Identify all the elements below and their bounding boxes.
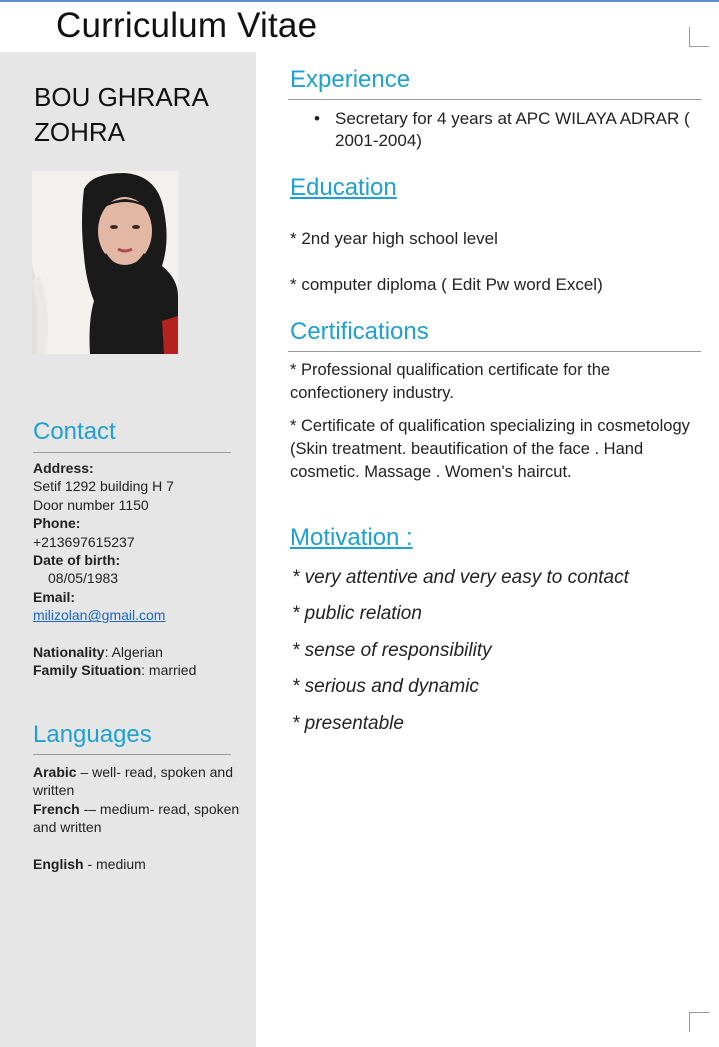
phone-value: +213697615237 — [33, 533, 135, 550]
education-item: * 2nd year high school level — [290, 229, 498, 248]
language-item-english — [33, 855, 248, 873]
language-name: English — [33, 855, 84, 872]
top-border-line — [0, 0, 719, 2]
family-value: : married — [141, 662, 197, 679]
address-line-1: Setif 1292 building H 7 — [33, 478, 174, 495]
certification-item: * Professional qualification certificate for the confectionery industry. — [290, 361, 611, 402]
phone-label: Phone: — [33, 515, 81, 532]
language-name: Arabic — [33, 764, 77, 780]
address-label: Address: — [33, 460, 94, 476]
contact-spacer — [33, 625, 248, 643]
candidate-name — [34, 80, 209, 150]
certifications-heading: Certifications — [290, 318, 429, 345]
dob-label: Date of birth: — [33, 552, 121, 569]
language-detail: – well- read, spoken and written — [33, 764, 234, 799]
profile-photo-image — [32, 171, 178, 354]
nationality-label: Nationality — [33, 643, 105, 660]
experience-divider — [288, 99, 701, 100]
email-label: Email: — [33, 588, 76, 605]
motivation-item: * presentable — [292, 713, 404, 734]
languages-heading: Languages — [33, 721, 152, 748]
contact-divider — [33, 452, 231, 453]
document-title: Curriculum Vitae — [56, 6, 318, 45]
experience-heading: Experience — [290, 66, 411, 93]
family-row — [33, 661, 248, 679]
experience-item — [314, 108, 704, 152]
language-item-arabic — [33, 763, 248, 800]
contact-heading: Contact — [33, 418, 116, 445]
contact-details — [33, 459, 248, 679]
education-item: * computer diploma ( Edit Pw word Excel) — [290, 275, 603, 294]
page-corner-mark-top — [689, 27, 709, 47]
bullet-icon: • — [314, 109, 320, 128]
email-link[interactable]: milizolan@gmail.com — [33, 607, 166, 624]
motivation-item: * very attentive and very easy to contact — [292, 567, 629, 588]
languages-spacer — [33, 837, 248, 855]
name-line-1: BOU GHRARA — [34, 82, 209, 112]
language-item-french — [33, 800, 248, 837]
dob-value: 08/05/1983 — [48, 570, 119, 587]
motivation-item: * public relation — [292, 603, 422, 624]
name-line-2: ZOHRA — [34, 117, 125, 147]
certifications-divider — [288, 351, 701, 352]
certification-item: * Certificate of qualification specializing in cosmetology (Skin treatment. beautification of the face . Hand cosmetic. Massage . Women's haircut. — [290, 417, 690, 481]
motivation-item: * serious and dynamic — [292, 676, 479, 697]
profile-photo — [32, 171, 178, 354]
nationality-row — [33, 643, 248, 661]
motivation-heading: Motivation : — [290, 524, 413, 551]
address-line-2: Door number 1150 — [33, 496, 149, 513]
nationality-value: : Algerian — [104, 643, 163, 660]
page-corner-mark-bottom — [689, 1012, 709, 1032]
motivation-item: * sense of responsibility — [292, 640, 492, 661]
language-detail: -– medium- read, spoken and written — [33, 800, 240, 836]
languages-divider — [33, 754, 231, 755]
family-label: Family Situation — [33, 662, 142, 679]
experience-text: Secretary for 4 years at APC WILAYA ADRAR ( 2001-2004) — [335, 109, 690, 150]
education-heading: Education — [290, 174, 397, 201]
language-detail: - medium — [83, 855, 146, 872]
languages-list — [33, 763, 248, 873]
language-name: French — [33, 800, 80, 817]
